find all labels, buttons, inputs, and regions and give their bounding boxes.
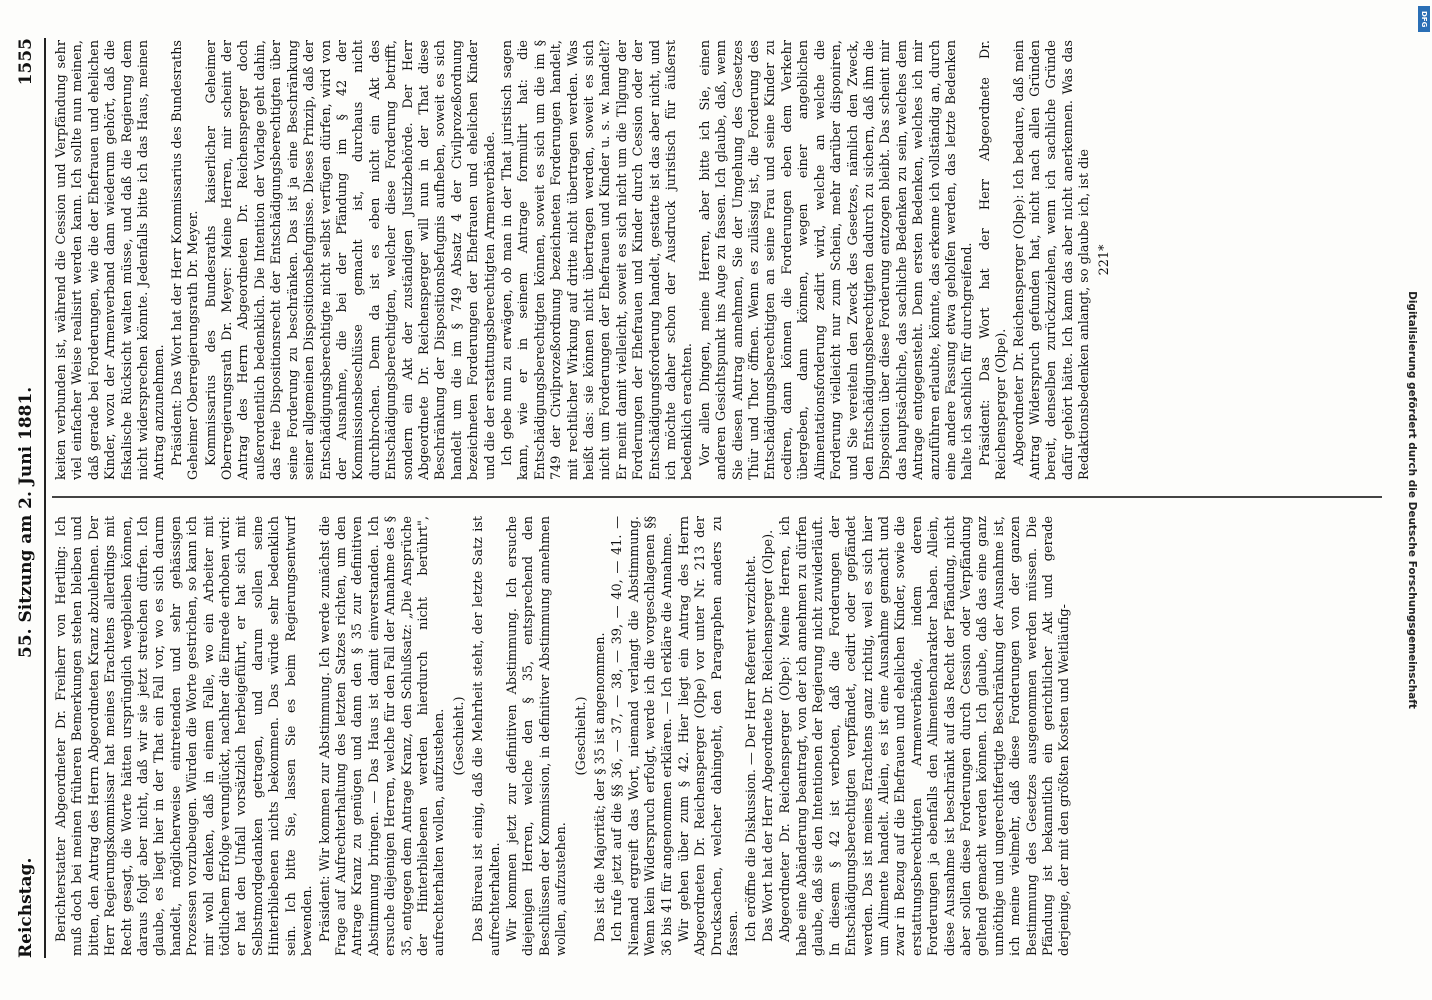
paragraph: Ich rufe jetzt auf die §§ 36, — 37, — 38, — 39, — 40, — 41. — Niemand ergreift das Wort, niemand verlangt die Abstimmung. Wenn kein Widerspruch erfolgt, werde ich die vorgeschlagenen §§ 36 bis 41 für angenommen erklären. — Ich erkläre die Annahme.: [610, 516, 675, 956]
paragraph: Präsident: Das Wort hat der Herr Kommissarius des Bundesraths Geheimer Oberregierungsrath Dr. Meyer.: [169, 40, 202, 480]
header-left: Reichstag.: [16, 857, 36, 958]
paragraph: Wir kommen jetzt zur definitiven Abstimmung. Ich ersuche diejenigen Herren, welche den § 35, entsprechend den Beschlüssen der Kommission, in definitiver Abstimmung annehmen wollen, aufzustehen.: [504, 516, 570, 956]
paragraph: Das Büreau ist einig, daß die Mehrheit steht, der letzte Satz ist aufrechterhalten.: [471, 516, 503, 956]
paragraph: Ich eröffne die Diskussion. — Der Herr Referent verzichtet.: [743, 555, 759, 942]
paragraph: Kommissarius des Bundesraths kaiserlicher Geheimer Oberregierungsrath Dr. Meyer: Meine Herren, mir scheint der Antrag des Herrn Abgeordneten Dr. Reichensperger doch außerordentlich bedenklich. Die Intention der Vorlage geht dahin, das freie Dispositionsrecht der Entschädigungsberechtigten über seine Forderung zu beschränken. Das ist ja eine Beschränkung seiner allgemeinen Dispositionsbefugnisse. Dieses Prinzip, daß der Entschädigungsberechtigte nicht selbst verfügen dürfen, wird von der Ausnahme, die bei der Pfändung im § 42 der Kommissionsbeschlüsse gemacht ist, durchaus nicht durchbrochen. Denn da ist es eben nicht ein Akt des Entschädigungsberechtigten, welcher diese Forderung betrifft, sondern ein Akt der zuständigen Justizbehörde. Der Herr Abgeordnete Dr. Reichensperger will nun in der That diese Beschränkung der Dispositionsbefugnis aufheben, soweit es sich handelt um die im § 749 Absatz 4 der Civilprozeßordnung bezeichneten Forderungen der Ehefrauen und ehelichen Kinder und die der erstattungsberechtigten Armenverbände.: [203, 40, 498, 480]
paragraph: Berichterstatter Abgeordneter Dr. Freiherr von Hertling: Ich muß doch bei meinen früheren Bemerkungen stehen bleiben und bitten, den Antrag des Herrn Abgeordneten Kranz abzulehnen. Der Herr Regierungskommissar hat meines Erachtens allerdings mit Recht gesagt, die Worte hätten ursprünglich wegbleiben können, daraus folgt aber nicht, daß wir sie jetzt streichen dürfen. Ich glaube, es liegt hier in der That ein Fall vor, wo es sich darum handelt, möglicherweise eintretenden und sehr gehässigen Prozessen vorzubeugen. Würden die Worte gestrichen, so kann ich mir wohl denken, daß in einem Falle, wo ein Arbeiter mit tödtlichem Erfolge verunglückt, nachher die Einrede erhoben wird: er hat den Unfall vorsätzlich herbeigeführt, er hat sich mit Selbstmordgedanken getragen, und darum sollen seine Hinterbliebenen nichts bekommen. Das würde sehr bedenklich sein. Ich bitte Sie, lassen Sie es beim Regierungsentwurf bewenden.: [54, 516, 316, 956]
dfg-logo: DFG: [1418, 6, 1430, 32]
running-header: [12, 38, 42, 958]
centered-note: 221*: [1096, 244, 1112, 276]
header-center: 55. Sitzung am 2. Juni 1881.: [16, 386, 36, 658]
paragraph: Das ist die Majorität; der § 35 ist angenommen.: [593, 632, 608, 942]
paragraph: Abgeordneter Dr. Reichensperger (Olpe): Meine Herren, ich habe eine Abänderung beantragt, von der ich annehmen zu dürfen glaube, daß sie den Intentionen der Regierung nicht zuwiderläuft. In diesem § 42 ist verboten, daß die Forderungen der Entschädigungsberechtigten verpfändet, cedirt oder gepfändet werden. Das ist meines Erachtens ganz richtig, weil es sich hier um Alimente handelt. Allein, es ist eine Ausnahme gemacht und zwar in Bezug auf die Ehefrauen und ehelichen Kinder, sowie die erstattungsberechtigten Armenverbände, indem deren Forderungen ja ebenfalls den Alimentencharakter haben. Allein, diese Ausnahme ist beschränkt auf das Recht der Pfändung, nicht aber sollen diese Forderungen durch Cession oder Verpfändung geltend gemacht werden können. Ich glaube, daß das eine ganz unnöthige und ungerechtfertigte Beschränkung der Ausnahme ist, ich meine vielmehr, daß diese Forderungen von der ganzen Bestimmung des Gesetzes ausgenommen werden müssen. Die Pfändung ist bekanntlich ein gerichtlicher Akt und gerade derjenige, der mit den größten Kosten und Weitläufig-: [778, 516, 1073, 956]
left-column: [54, 516, 1384, 956]
credit-text: Digitalisierung gefördert durch die Deutsche Forschungsgemeinschaft: [1406, 291, 1418, 709]
centered-note: (Geschieht.): [573, 696, 589, 776]
paragraph: Ich gebe nun zu erwägen, ob man in der That juristisch sagen kann, wie er in seinem Antrage formulirt hat: die Entschädigungsberechtigten können, soweit es sich um die im § 749 der Civilprozeßordnung bezeichneten Forderungen handelt, mit rechtlicher Wirkung auf dritte nicht übertragen werden. Was heißt das: sie können nicht übertragen werden, soweit es sich nicht um Forderungen der Ehefrauen und Kinder u. s. w. handelt? Er meint damit vielleicht, soweit es sich nicht um die Tilgung der Forderungen der Ehefrauen und Kinder durch Cession oder der Entschädigungsforderung handelt, gestatte ist das aber nicht, und ich möchte daher schon der Ausdruck juristisch für äußerst bedenklich erachten.: [499, 40, 696, 480]
paragraph: keiten verbunden ist, während die Cession und Verpfändung sehr viel einfacher Weise realisirt werden kann. Ich sollte nun meinen, daß gerade bei Forderungen, wie die der Ehefrauen und ehelichen Kinder, wozu der Armenverband dann wiederum gehört, daß die fiskalische Rücksicht walten müsse, und daß die Regierung dem nicht widersprechen könnte. Jedenfalls bitte ich das Haus, meinen Antrag anzunehmen.: [54, 40, 168, 480]
right-column: [54, 40, 1384, 480]
paragraph: Wir gehen über zum § 42. Hier liegt ein Antrag des Herrn Abgeordneten Dr. Reichensperger (Olpe) vor unter Nr. 213 der Drucksachen, welcher dahingeht, den Paragraphen anders zu fassen.: [677, 516, 742, 956]
centered-note: (Geschieht.): [451, 696, 467, 776]
paragraph: Vor allen Dingen, meine Herren, aber bitte ich Sie, einen anderen Gesichtspunkt ins Auge zu fassen. Ich glaube, daß, wenn Sie diesen Antrag annehmen, Sie der Umgehung des Gesetzes Thür und Thor öffnen. Wenn es zulässig ist, die Forderung des Entschädigungsberechtigten an seine Frau und seine Kinder zu cediren, dann können die Forderungen eben dem Verkehr übergeben, dann können, wegen einer angeblichen Alimentationsforderung zedirt wird, welche an welche die Forderung vielleicht nur zum Schein, mehr darüber disponiren, und Sie vereiteln den Zweck des Gesetzes, nämlich den Zweck, den Entschädigungsberechtigten dadurch zu sichern, daß ihm die Disposition über diese Forderung entzogen bleibt. Das scheint mir das hauptsächliche, das sachliche Bedenken zu sein, welches dem Antrage entgegensteht. Denn ersten Bedenken, welches ich mir anzuführen erlaubte, könnte, das erkenne ich vollständig an, durch eine andere Fassung etwa geholfen werden, das letzte Bedenken halte ich sachlich für durchgreifend.: [697, 40, 976, 480]
paragraph: Das Wort hat der Herr Abgeordnete Dr. Reichensperger (Olpe).: [761, 529, 777, 942]
paragraph: Präsident: Wir kommen zur Abstimmung. Ich werde zunächst die Frage auf Aufrechterhaltung des letzten Satzes richten, um den Antrage Kranz zu genügen und dann den § 35 zur definitiven Abstimmung bringen. — Das Haus ist damit einverstanden. Ich ersuche diejenigen Herren, welche für den Fall der Annahme des § 35, entgegen dem Antrage Kranz, den Schlußsatz: „Die Ansprüche der Hinterbliebenen werden hierdurch nicht berührt", aufrechterhalten wollen, aufzustehen.: [317, 516, 448, 956]
header-rule: [44, 38, 46, 958]
paragraph: Präsident: Das Wort hat der Herr Abgeordnete Dr. Reichensperger (Olpe).: [977, 40, 1010, 480]
paragraph: Abgeordneter Dr. Reichensperger (Olpe): Ich bedaure, daß mein Antrag Widerspruch gefunden hat, nicht nach allen Gründen bereit, denselben zurückzuziehen, wenn ich sachliche Gründe dafür gehört hätte. Ich kann das aber nicht anerkennen. Was das Redaktionsbedenken anlangt, so glaube ich, ist die: [1011, 40, 1093, 480]
column-separator: [52, 497, 1382, 499]
page-number: 1555: [16, 38, 36, 86]
